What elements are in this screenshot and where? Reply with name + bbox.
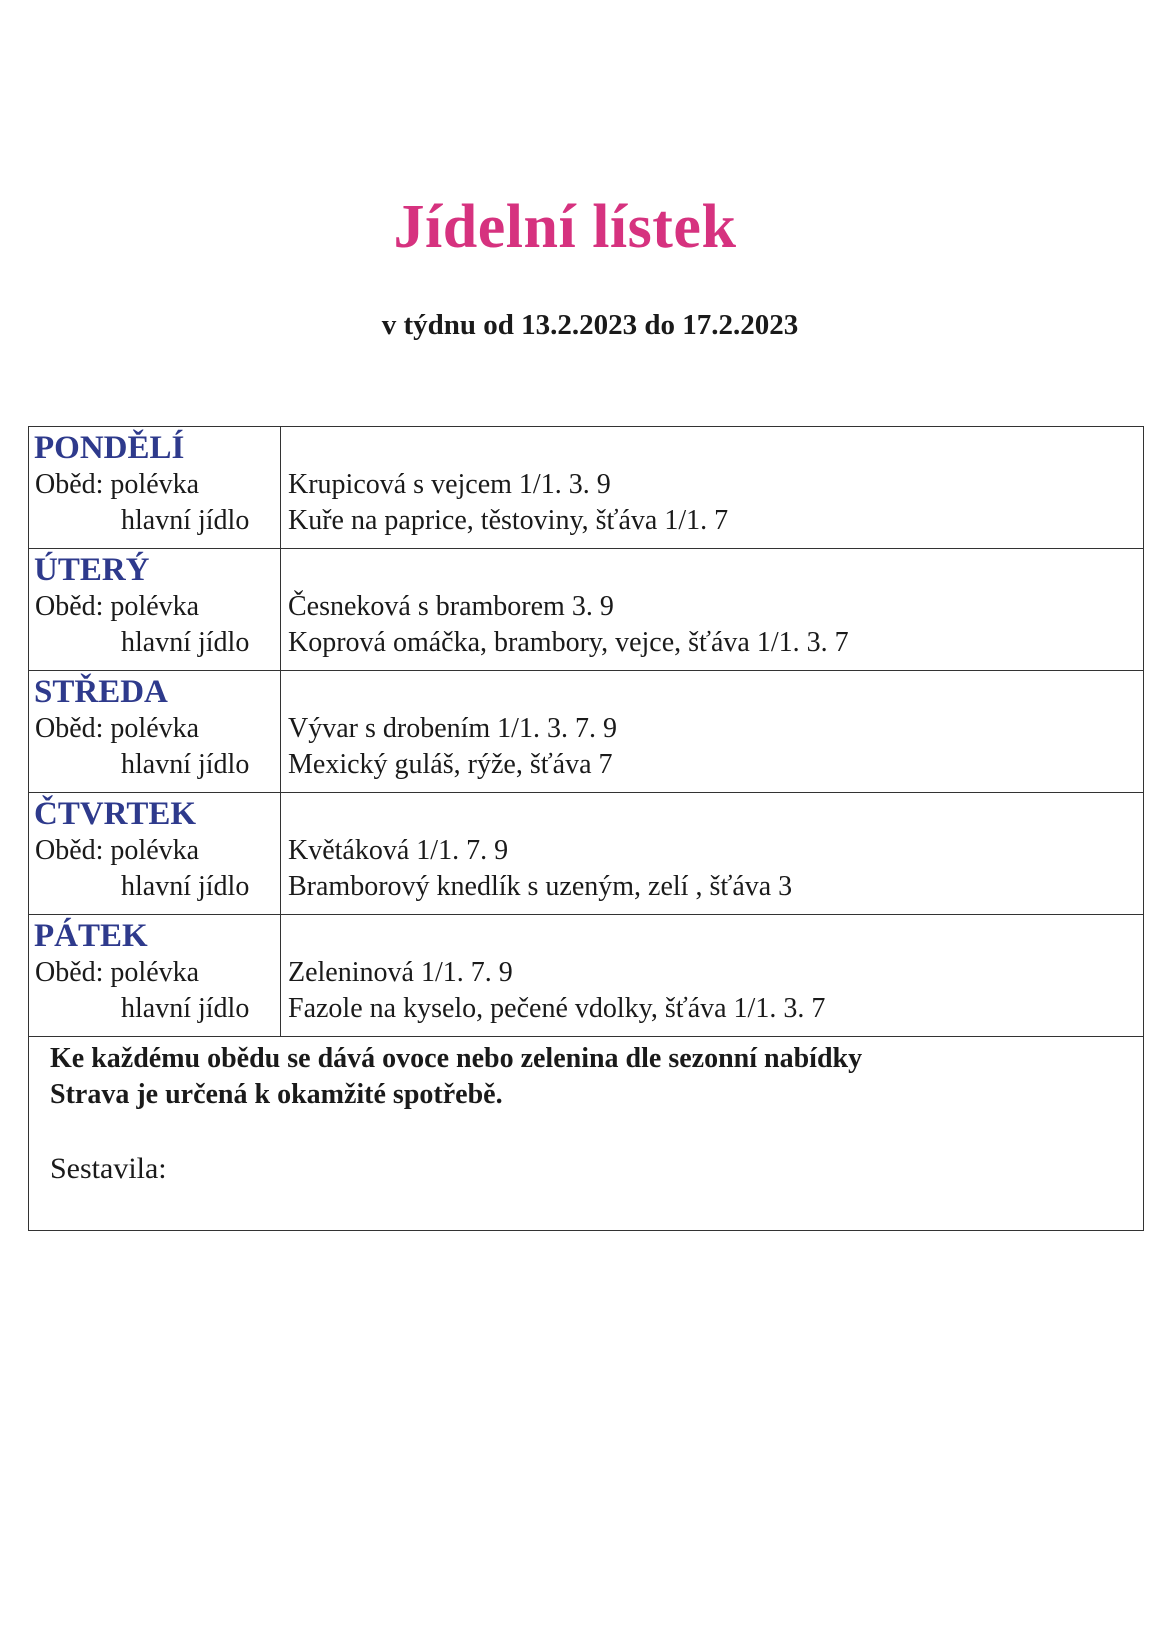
main-dish: Bramborový knedlík s uzeným, zelí , šťáva 3 [288, 871, 793, 902]
signature-label: Sestavila: [50, 1152, 167, 1185]
dish-cell [281, 671, 1144, 793]
soup-dish: Česneková s bramborem 3. 9 [288, 591, 614, 622]
day-row-tuesday [29, 549, 1144, 671]
main-dish: Fazole na kyselo, pečené vdolky, šťáva 1/1. 3. 7 [288, 993, 826, 1024]
main-dish: Koprová omáčka, brambory, vejce, šťáva 1/1. 3. 7 [288, 627, 849, 658]
main-dish-label: hlavní jídlo [121, 749, 250, 780]
dish-cell [281, 915, 1144, 1037]
soup-label: Oběd: polévka [35, 957, 200, 988]
soup-label: Oběd: polévka [35, 835, 200, 866]
day-row-thursday [29, 793, 1144, 915]
day-name: PÁTEK [34, 918, 148, 954]
footer-row [29, 1037, 1144, 1231]
day-label-cell [29, 427, 281, 549]
day-label-cell [29, 549, 281, 671]
consumption-note: Strava je určená k okamžité spotřebě. [50, 1079, 503, 1110]
day-label-cell [29, 793, 281, 915]
main-dish-label: hlavní jídlo [121, 871, 250, 902]
main-dish: Kuře na paprice, těstoviny, šťáva 1/1. 7 [288, 505, 729, 536]
day-name: ÚTERÝ [34, 552, 150, 588]
dish-cell [281, 549, 1144, 671]
day-row-friday [29, 915, 1144, 1037]
main-dish: Mexický guláš, rýže, šťáva 7 [288, 749, 613, 780]
day-label-cell [29, 915, 281, 1037]
soup-dish: Květáková 1/1. 7. 9 [288, 835, 509, 866]
main-dish-label: hlavní jídlo [121, 993, 250, 1024]
page-title: Jídelní lístek [393, 193, 737, 261]
soup-label: Oběd: polévka [35, 591, 200, 622]
soup-dish: Zeleninová 1/1. 7. 9 [288, 957, 513, 988]
dish-cell [281, 793, 1144, 915]
main-dish-label: hlavní jídlo [121, 505, 250, 536]
day-label-cell [29, 671, 281, 793]
soup-dish: Vývar s drobením 1/1. 3. 7. 9 [288, 713, 617, 744]
day-row-wednesday [29, 671, 1144, 793]
week-range: v týdnu od 13.2.2023 do 17.2.2023 [381, 309, 799, 341]
day-name: ČTVRTEK [34, 796, 197, 832]
soup-label: Oběd: polévka [35, 469, 200, 500]
footer-cell [29, 1037, 1144, 1231]
day-name: PONDĚLÍ [34, 430, 185, 466]
menu-table [28, 426, 1144, 1231]
main-dish-label: hlavní jídlo [121, 627, 250, 658]
day-name: STŘEDA [34, 674, 168, 710]
day-row-monday [29, 427, 1144, 549]
soup-dish: Krupicová s vejcem 1/1. 3. 9 [288, 469, 611, 500]
fruit-vegetable-note: Ke každému obědu se dává ovoce nebo zelenina dle sezonní nabídky [50, 1043, 863, 1074]
soup-label: Oběd: polévka [35, 713, 200, 744]
dish-cell [281, 427, 1144, 549]
